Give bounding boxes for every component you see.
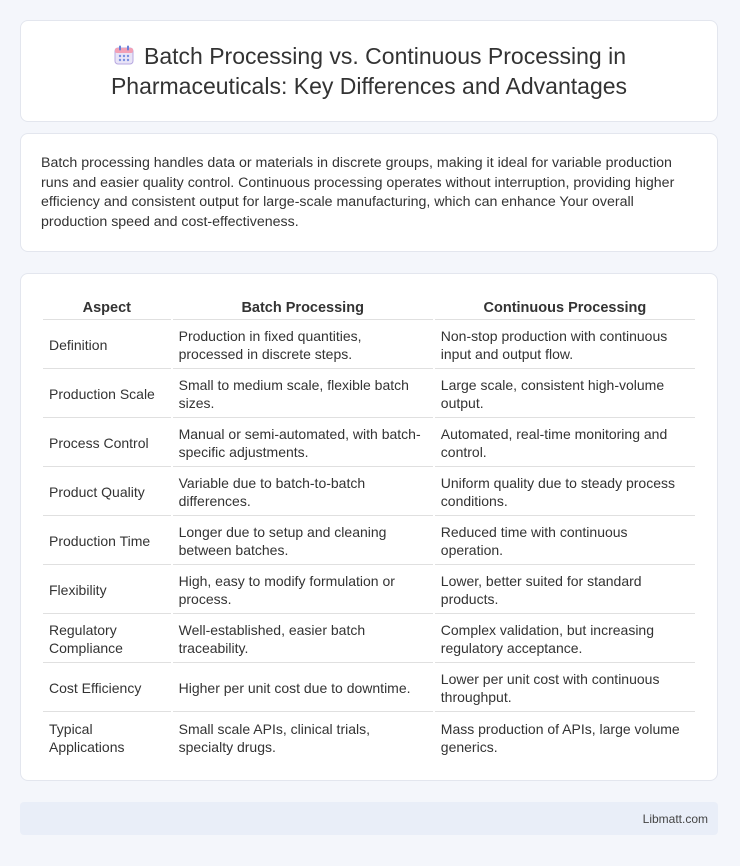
batch-cell: Variable due to batch-to-batch differences. [173,469,433,516]
continuous-cell: Large scale, consistent high-volume output. [435,371,695,418]
aspect-cell: Production Scale [43,371,171,418]
aspect-cell: Product Quality [43,469,171,516]
header-aspect: Aspect [43,296,171,320]
batch-cell: Small scale APIs, clinical trials, specialty drugs. [178,720,371,755]
header-continuous: Continuous Processing [435,296,695,320]
table-row [43,567,695,614]
aspect-cell: Definition [43,322,171,369]
table-row [43,469,695,516]
table-row [43,518,695,565]
batch-cell: Production in fixed quantities, processed in discrete steps. [173,322,433,369]
calendar-icon [112,43,136,67]
batch-cell: Manual or semi-automated, with batch-specific adjustments. [173,420,433,467]
intro-paragraph: Batch processing handles data or materials in discrete groups, making it ideal for variable production runs and easier quality control. Continuous processing operates without interruption, providing higher efficiency and consistent output for large-scale manufacturing, which can enhance Your overall production speed and cost-effectiveness. [41,155,675,230]
continuous-cell: Lower per unit cost with continuous throughput. [435,665,695,712]
aspect-cell: Typical Applications [49,720,125,755]
continuous-cell: Lower, better suited for standard products. [435,567,695,614]
batch-cell: Small to medium scale, flexible batch sizes. [173,371,433,418]
table-row [43,616,695,663]
aspect-cell: Cost Efficiency [43,665,171,712]
table-row [43,665,695,712]
batch-cell: Longer due to setup and cleaning between batches. [173,518,433,565]
table-row [43,371,695,418]
footer [20,802,718,835]
aspect-cell: Regulatory Compliance [43,616,171,663]
batch-cell: Higher per unit cost due to downtime. [173,665,433,712]
batch-cell: High, easy to modify formulation or process. [173,567,433,614]
continuous-cell: Non-stop production with continuous input and output flow. [435,322,695,369]
footer-brand[interactable]: Libmatt.com [642,811,708,826]
comparison-table [41,294,697,763]
page-title-text: Batch Processing vs. Continuous Processing in Pharmaceuticals: Key Differences and Advantages [110,43,628,99]
continuous-cell: Complex validation, but increasing regulatory acceptance. [435,616,695,663]
intro-card [20,133,718,252]
table-header-row [43,296,695,320]
continuous-cell: Automated, real-time monitoring and control. [435,420,695,467]
aspect-cell: Process Control [43,420,171,467]
header-batch: Batch Processing [173,296,433,320]
table-row [43,714,695,761]
page-title [49,41,689,101]
continuous-cell: Reduced time with continuous operation. [435,518,695,565]
aspect-cell: Flexibility [43,567,171,614]
batch-cell: Well-established, easier batch traceability. [173,616,433,663]
aspect-cell: Production Time [43,518,171,565]
title-card [20,20,718,122]
comparison-card [20,273,718,781]
table-row [43,322,695,369]
table-row [43,420,695,467]
continuous-cell: Mass production of APIs, large volume generics. [440,720,680,755]
continuous-cell: Uniform quality due to steady process conditions. [435,469,695,516]
